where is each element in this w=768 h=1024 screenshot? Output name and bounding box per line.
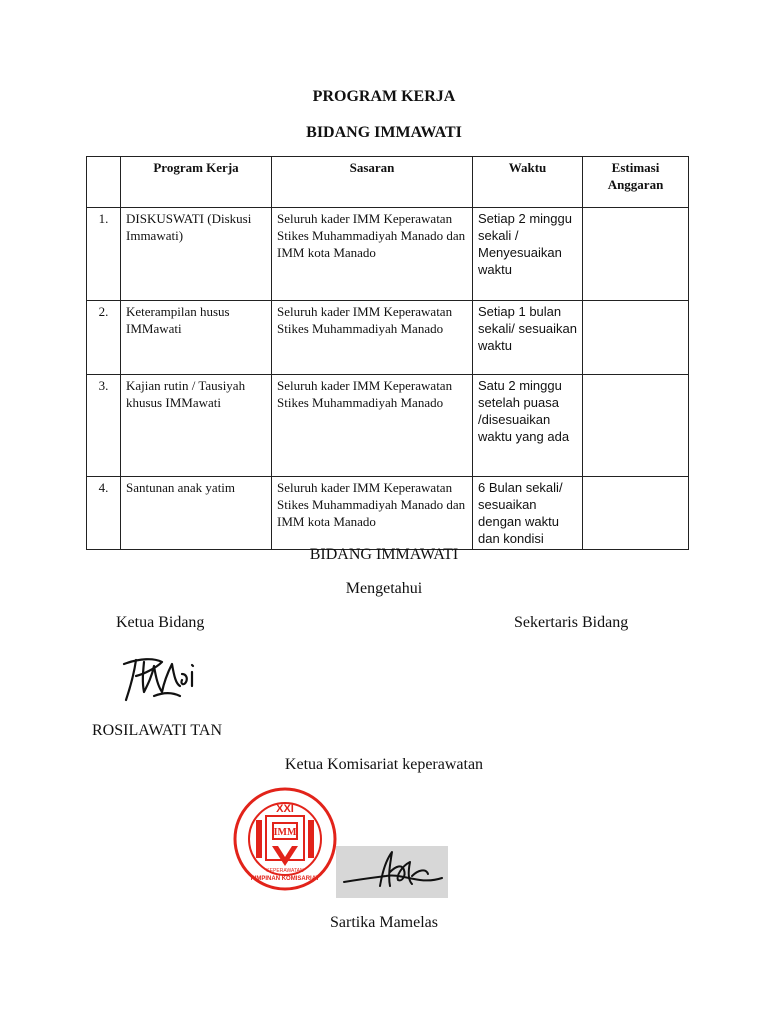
cell-waktu: Setiap 2 minggu sekali / Menyesuaikan waktu: [473, 208, 583, 301]
cell-no: 3.: [87, 375, 121, 477]
cell-anggaran: [583, 477, 689, 550]
cell-program: DISKUSWATI (Diskusi Immawati): [121, 208, 272, 301]
cell-sasaran: Seluruh kader IMM Keperawatan Stikes Muhammadiyah Manado: [272, 301, 473, 375]
ketua-komisariat-label: Ketua Komisariat keperawatan: [284, 756, 484, 773]
svg-text:PIMPINAN KOMISARIAT: PIMPINAN KOMISARIAT: [250, 876, 320, 882]
table-row: [87, 375, 689, 477]
table-row: [87, 208, 689, 301]
imm-seal-icon: [232, 786, 338, 892]
ketua-bidang-signature: [118, 652, 204, 704]
cell-program: Keterampilan husus IMMawati: [121, 301, 272, 375]
ketua-komisariat-signature-icon: [336, 846, 448, 898]
col-header-program: Program Kerja: [121, 157, 272, 208]
cell-anggaran: [583, 208, 689, 301]
col-header-no: [87, 157, 121, 208]
cell-sasaran: Seluruh kader IMM Keperawatan Stikes Muhammadiyah Manado: [272, 375, 473, 477]
cell-sasaran: Seluruh kader IMM Keperawatan Stikes Muhammadiyah Manado dan IMM kota Manado: [272, 477, 473, 550]
svg-text:KEPERAWATAN: KEPERAWATAN: [266, 868, 304, 874]
col-header-anggaran: Estimasi Anggaran: [583, 157, 689, 208]
cell-waktu: 6 Bulan sekali/ sesuaikan dengan waktu dan kondisi: [473, 477, 583, 550]
page-title: PROGRAM KERJA: [312, 88, 456, 105]
cell-anggaran: [583, 301, 689, 375]
program-table: [86, 156, 689, 550]
page-subtitle: BIDANG IMMAWATI: [306, 124, 462, 141]
cell-waktu: Satu 2 minggu setelah puasa /disesuaikan waktu yang ada: [473, 375, 583, 477]
cell-program: Kajian rutin / Tausiyah khusus IMMawati: [121, 375, 272, 477]
cell-no: 4.: [87, 477, 121, 550]
sekretaris-bidang-label: Sekertaris Bidang: [514, 614, 629, 631]
col-header-sasaran: Sasaran: [272, 157, 473, 208]
cell-program: Santunan anak yatim: [121, 477, 272, 550]
ketua-bidang-label: Ketua Bidang: [116, 614, 205, 631]
table-header-row: [87, 157, 689, 208]
ketua-komisariat-signature: [336, 846, 448, 898]
table-row: [87, 301, 689, 375]
cell-no: 1.: [87, 208, 121, 301]
cell-waktu: Setiap 1 bulan sekali/ sesuaikan waktu: [473, 301, 583, 375]
cell-anggaran: [583, 375, 689, 477]
svg-text:XXI: XXI: [276, 803, 294, 815]
cell-no: 2.: [87, 301, 121, 375]
bidang-label: BIDANG IMMAWATI: [309, 546, 459, 563]
table-row: [87, 477, 689, 550]
col-header-waktu: Waktu: [473, 157, 583, 208]
ketua-komisariat-name: Sartika Mamelas: [330, 914, 438, 931]
svg-text:IMM: IMM: [273, 827, 297, 838]
cell-sasaran: Seluruh kader IMM Keperawatan Stikes Muhammadiyah Manado dan IMM kota Manado: [272, 208, 473, 301]
mengetahui-label: Mengetahui: [345, 580, 423, 597]
ketua-bidang-name: ROSILAWATI TAN: [92, 722, 223, 739]
